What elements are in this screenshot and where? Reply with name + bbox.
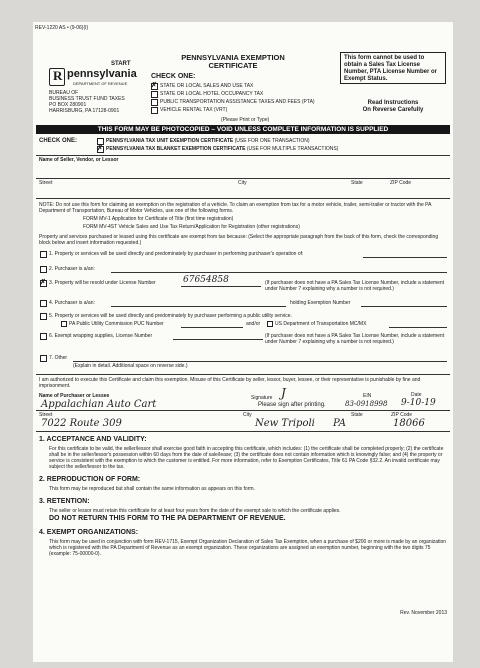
section-1-head: 1. ACCEPTANCE AND VALIDITY:	[39, 436, 147, 443]
reason-7: 7. Other	[49, 355, 68, 361]
seller-zip-label: ZIP Code	[390, 180, 412, 186]
reason-7-note: (Explain in detail. Additional space on reverse side.)	[73, 363, 188, 369]
checkbox-reason-3[interactable]: ✗	[40, 279, 46, 286]
seller-city-label: City	[238, 180, 247, 186]
signature-value[interactable]: J	[281, 386, 286, 400]
option-sales-use-tax: STATE OR LOCAL SALES AND USE TAX	[160, 83, 254, 89]
property-exempt-note: Property and services purchased or leased using this certificate are exempt from tax because: (Select the appropriate paragraph from the back of this form, check the corresponding block below and insert information requested.)	[39, 234, 439, 246]
purchaser-city-label: City	[243, 412, 252, 418]
read-instructions: Read Instructions On Reverse Carefully	[362, 100, 424, 113]
reason-4: 4. Purchaser is a/an:	[49, 300, 95, 306]
purchaser-state-value[interactable]: PA	[333, 418, 347, 429]
checkbox-blanket-exemption[interactable]: ✗	[97, 145, 103, 152]
purchaser-street-label: Street	[39, 412, 53, 418]
section-4-head: 4. EXEMPT ORGANIZATIONS:	[39, 529, 139, 536]
instructions	[39, 436, 449, 559]
purchaser-name-label: Name of Purchaser or Lessee	[39, 393, 110, 399]
license-number-value[interactable]: 67654858	[183, 275, 229, 285]
check-one-top-label: CHECK ONE:	[151, 73, 196, 80]
section-1-body: For this certificate to be valid, the seller/lessor shall exercise good faith in accepting this certificate, which includes: (1) the certificate shall be completed properly; (2) the certificate shall be in the seller/lessor's possession within 60 days from the date of sale/lease; (3) the certificate does not contain information which is knowingly false; and (4) the property or service is consistent with the exemption to which the customer is entitled. For more information, refer to Exemption Certificates, Title 61 PA Code §32.2. An invalid certificate may subject the seller/lessor to the tax.	[49, 446, 444, 470]
check-one-cert-label: CHECK ONE:	[39, 138, 78, 144]
checkbox-usdot[interactable]	[267, 321, 273, 327]
reason-1: 1. Property or services will be used directly and predominately by purchaser in performing purchaser's operation of:	[49, 251, 304, 257]
agency-name: pennsylvania	[67, 68, 137, 80]
revision-date: Rev. November 2013	[400, 610, 447, 616]
reason-3-note: (If purchaser does not have a PA Sales Tax License Number, include a statement under Number 7 explaining why a number is not required.)	[265, 280, 445, 292]
checkbox-hotel-tax[interactable]	[151, 91, 158, 98]
section-3-head: 3. RETENTION:	[39, 498, 90, 505]
section-3-body: The seller or lessor must retain this certificate for at least four years from the date of the exempt sale to which the certificate applies.	[49, 508, 341, 514]
pa-keystone-logo: R	[49, 68, 65, 86]
section-4-body: This form may be used in conjunction with form REV-1715, Exempt Organization Declaration of Sales Tax Exemption, when a purchase of $200 or more is made by an organization which is registered with the PA Department of Revenue as an exempt organization. These organizations are assigned an exemption number, beginning with the two digits 75 (example: 75-00000-0).	[49, 539, 447, 557]
option-unit-exemption: PENNSYLVANIA TAX UNIT EXEMPTION CERTIFICATE (USE FOR ONE TRANSACTION)	[106, 138, 310, 144]
note-form-mv1: FORM MV-1 Application for Certificate of Title (first time registration)	[83, 216, 234, 222]
seller-state-label: State	[351, 180, 363, 186]
checkbox-unit-exemption[interactable]	[97, 138, 104, 145]
option-pta: PUBLIC TRANSPORTATION ASSISTANCE TAXES AND FEES (PTA)	[160, 99, 315, 105]
section-3-emph: DO NOT RETURN THIS FORM TO THE PA DEPARTMENT OF REVENUE.	[49, 515, 286, 522]
signature-label: Signature	[251, 395, 273, 401]
section-2-head: 2. REPRODUCTION OF FORM:	[39, 476, 141, 483]
form-title: PENNSYLVANIA EXEMPTION CERTIFICATE	[181, 53, 285, 70]
checkbox-reason-2[interactable]	[40, 266, 47, 273]
seller-street-label: Street	[39, 180, 53, 186]
checkbox-vrt[interactable]	[151, 107, 158, 114]
reason-5: 5. Property or services will be used directly and predominately by purchaser performing a public utility service.	[49, 313, 292, 319]
form-code: REV-1220 AS • (9-06)(I)	[35, 25, 89, 31]
checkbox-reason-6[interactable]	[40, 333, 47, 340]
photocopy-banner: THIS FORM MAY BE PHOTOCOPIED – VOID UNLESS COMPLETE INFORMATION IS SUPPLIED	[36, 125, 450, 134]
seller-name-label: Name of Seller, Vendor, or Lessor	[39, 157, 119, 163]
seller-address-field[interactable]	[36, 186, 450, 197]
ein-label: EIN	[363, 393, 372, 399]
reason-5-usdot: US Department of Transportation MC/MX	[275, 321, 367, 327]
section-2-body: This form may be reproduced but shall contain the same information as appears on this form.	[49, 486, 255, 492]
purchaser-state-label: State	[351, 412, 363, 418]
vehicle-note: NOTE: Do not use this form for claiming an exemption on the registration of a vehicle. To claim an exemption from tax for a motor vehicle, trailer, semi-trailer or tractor with the PA Department of Transportation, Bureau of Motor Vehicles, use one of the following forms.	[39, 202, 432, 214]
purchaser-name-value[interactable]: Appalachian Auto Cart	[41, 399, 157, 410]
authorization-text: I am authorized to execute this Certificate and claim this exemption. Misuse of this Certificate by seller, lessor, buyer, lessee, or their representative is punishable by fine and imprisonment.	[39, 377, 421, 389]
reason-3: 3. Property will be resold under License Number	[49, 280, 156, 286]
ein-value[interactable]: 83-0918998	[345, 400, 388, 408]
purchaser-zip-label: ZIP Code	[391, 412, 413, 418]
purchaser-zip-value[interactable]: 18066	[393, 418, 425, 429]
date-label: Date	[411, 392, 422, 398]
checkbox-reason-1[interactable]	[40, 251, 47, 258]
purchaser-street-value[interactable]: 7022 Route 309	[41, 418, 122, 429]
checkbox-reason-7[interactable]	[40, 355, 47, 362]
reason-6: 6. Exempt wrapping supplies, License Number	[49, 333, 153, 339]
purchaser-city-value[interactable]: New Tripoli	[255, 418, 315, 429]
date-value[interactable]: 9-10-19	[401, 398, 436, 408]
checkbox-sales-use-tax[interactable]: ✗	[151, 82, 157, 89]
agency-address: BUREAU OF BUSINESS TRUST FUND TAXES PO BOX 280901 HARRISBURG, PA 17128-0901	[49, 90, 125, 114]
notice-box: This form cannot be used to obtain a Sales Tax License Number, PTA License Number or Exempt Status.	[340, 52, 446, 84]
checkbox-reason-5[interactable]	[40, 313, 47, 320]
start-label: START	[111, 61, 131, 67]
option-blanket-exemption: PENNSYLVANIA TAX BLANKET EXEMPTION CERTIFICATE (USE FOR MULTIPLE TRANSACTIONS)	[106, 146, 339, 152]
reason-5-puc: PA Public Utility Commission PUC Number	[69, 321, 164, 327]
print-note: (Please Print or Type)	[221, 117, 270, 123]
reason-5-andor: and/or	[246, 321, 261, 327]
seller-name-field[interactable]	[36, 163, 450, 177]
sign-note: Please sign after printing.	[258, 402, 326, 408]
checkbox-puc[interactable]	[61, 321, 67, 327]
reason-6-note: (If purchaser does not have a PA Sales Tax License Number, include a statement under Number 7 explaining why a number is not required.)	[265, 333, 445, 345]
note-form-mv4st: FORM MV-4ST Vehicle Sales and Use Tax Return/Application for Registration (other registrations)	[83, 224, 300, 230]
reason-2: 2. Purchaser is a/an:	[49, 266, 95, 272]
option-vrt: VEHICLE RENTAL TAX (VRT)	[160, 107, 228, 113]
checkbox-pta[interactable]	[151, 99, 158, 106]
checkbox-reason-4[interactable]	[40, 300, 47, 307]
form-page	[33, 22, 453, 662]
agency-dept: DEPARTMENT OF REVENUE	[73, 81, 128, 86]
reason-4-suffix: holding Exemption Number	[290, 300, 351, 306]
option-hotel-tax: STATE OR LOCAL HOTEL OCCUPANCY TAX	[160, 91, 264, 97]
